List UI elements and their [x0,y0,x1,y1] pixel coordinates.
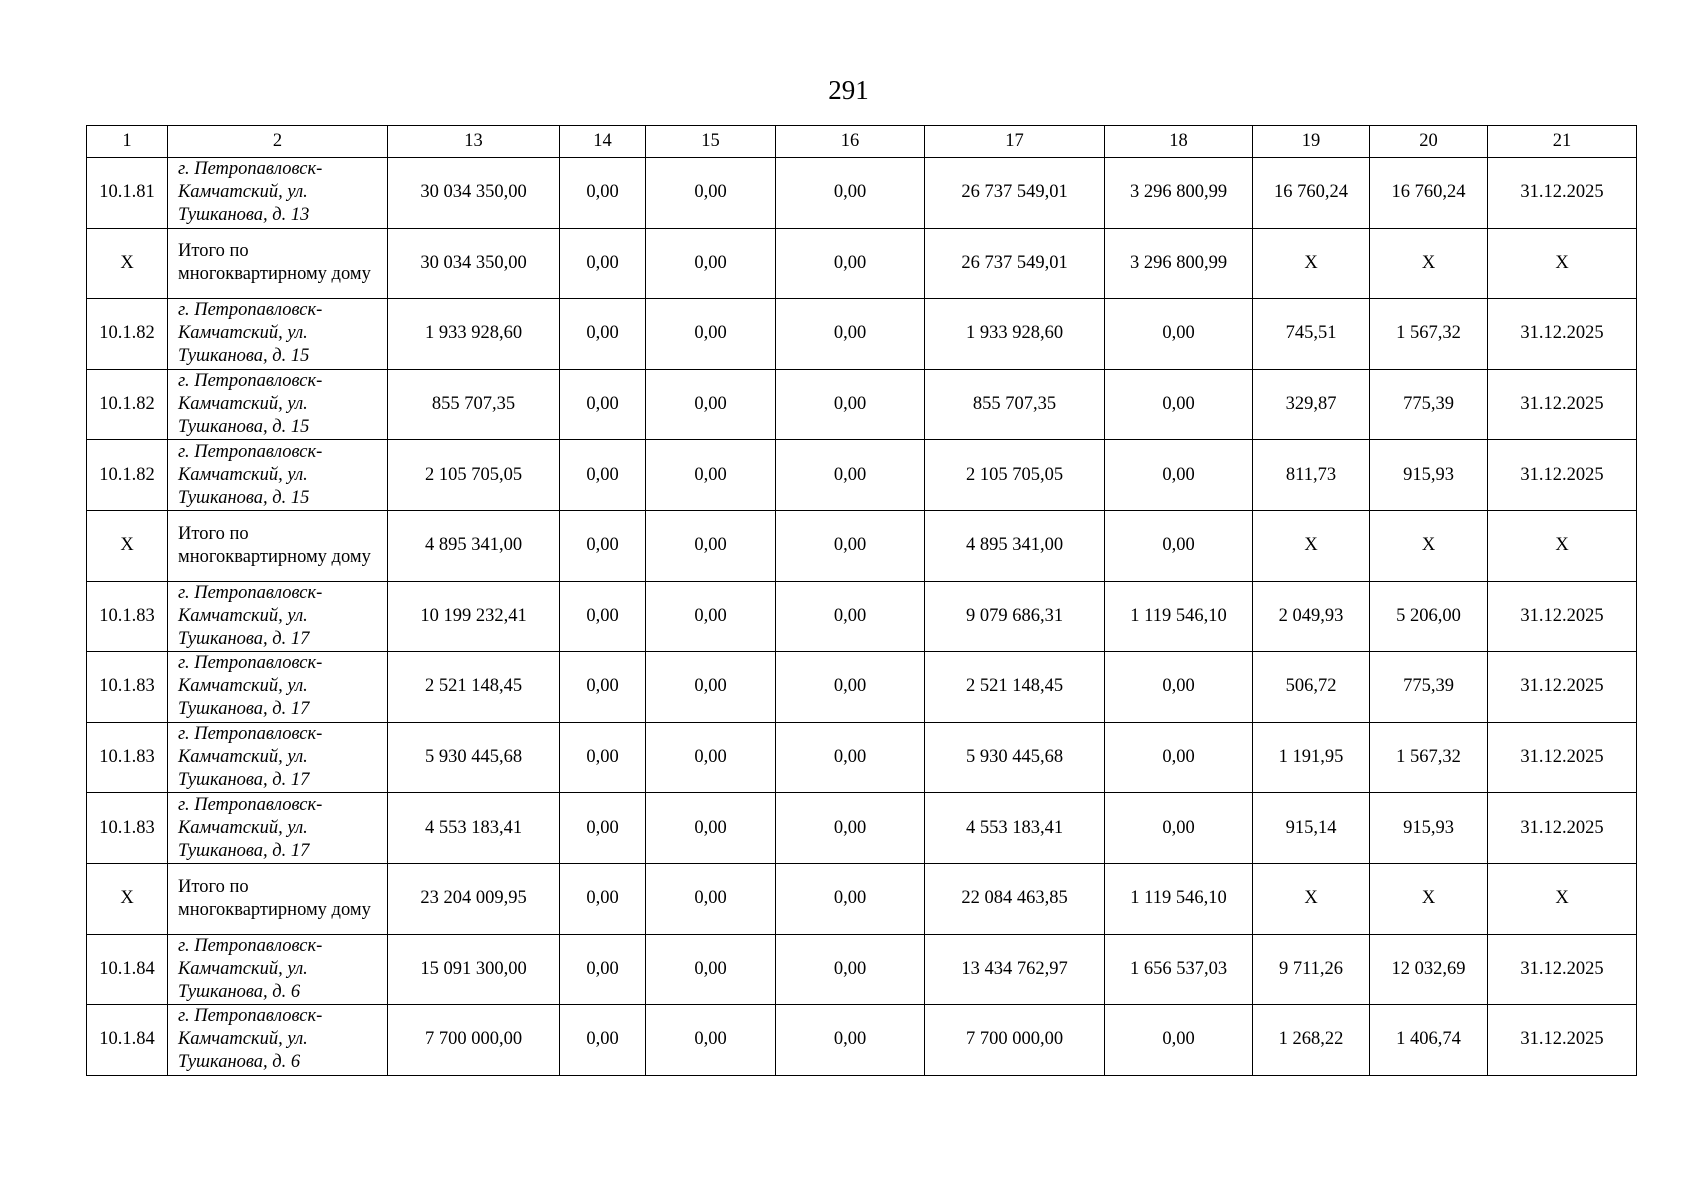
value-cell-c19: 1 191,95 [1253,722,1370,793]
row-code: 10.1.83 [99,817,155,838]
value-cell-c18: 0,00 [1105,440,1253,511]
value-cell-c17: 2 105 705,05 [925,440,1105,511]
address-cell: г. Петропавловск-Камчатский, ул. Тушканова, д. 13 [168,158,388,229]
table-header-row [87,126,1637,158]
value-cell-c19: 329,87 [1253,369,1370,440]
column-header: 1 [87,126,168,158]
value-cell-c16: 0,00 [776,581,925,652]
value-cell-c15: 0,00 [646,369,776,440]
column-header: 2 [168,126,388,158]
value-cell-c18: 0,00 [1105,510,1253,581]
row-code: X [120,888,134,909]
value-cell-c18: 0,00 [1105,793,1253,864]
value-cell-c18: 1 119 546,10 [1105,863,1253,934]
table-row [87,369,1637,440]
value-cell-c20: 775,39 [1370,652,1488,723]
value-cell-c21: X [1488,863,1637,934]
value-cell-c14: 0,00 [560,228,646,299]
value-cell-c21: 31.12.2025 [1488,934,1637,1005]
value-cell-c20: X [1370,863,1488,934]
value-cell-c19: 2 049,93 [1253,581,1370,652]
row-code: 10.1.84 [99,958,155,979]
value-cell-c13: 15 091 300,00 [388,934,560,1005]
row-code-cell [87,158,168,229]
table-row [87,793,1637,864]
row-code: 10.1.82 [99,464,155,485]
value-cell-c20: 915,93 [1370,440,1488,511]
value-cell-c15: 0,00 [646,299,776,370]
row-code: X [120,535,134,556]
row-code-cell [87,299,168,370]
value-cell-c17: 7 700 000,00 [925,1005,1105,1076]
value-cell-c18: 0,00 [1105,722,1253,793]
value-cell-c15: 0,00 [646,722,776,793]
value-cell-c17: 13 434 762,97 [925,934,1105,1005]
value-cell-c16: 0,00 [776,228,925,299]
value-cell-c15: 0,00 [646,581,776,652]
value-cell-c18: 3 296 800,99 [1105,158,1253,229]
value-cell-c16: 0,00 [776,299,925,370]
value-cell-c14: 0,00 [560,158,646,229]
value-cell-c21: 31.12.2025 [1488,722,1637,793]
row-code: 10.1.81 [99,182,155,203]
row-code: 10.1.83 [99,676,155,697]
value-cell-c20: X [1370,228,1488,299]
column-header: 13 [388,126,560,158]
row-code: 10.1.83 [99,605,155,626]
value-cell-c16: 0,00 [776,1005,925,1076]
value-cell-c13: 30 034 350,00 [388,228,560,299]
value-cell-c13: 5 930 445,68 [388,722,560,793]
column-header: 20 [1370,126,1488,158]
table-row [87,863,1637,934]
value-cell-c19: 9 711,26 [1253,934,1370,1005]
value-cell-c14: 0,00 [560,863,646,934]
value-cell-c16: 0,00 [776,369,925,440]
value-cell-c17: 5 930 445,68 [925,722,1105,793]
value-cell-c20: X [1370,510,1488,581]
value-cell-c21: 31.12.2025 [1488,369,1637,440]
value-cell-c15: 0,00 [646,863,776,934]
table-row [87,510,1637,581]
value-cell-c20: 1 567,32 [1370,722,1488,793]
value-cell-c21: 31.12.2025 [1488,652,1637,723]
value-cell-c13: 855 707,35 [388,369,560,440]
value-cell-c20: 1 567,32 [1370,299,1488,370]
value-cell-c14: 0,00 [560,652,646,723]
value-cell-c13: 2 105 705,05 [388,440,560,511]
row-code: 10.1.84 [99,1029,155,1050]
table-row [87,228,1637,299]
value-cell-c21: 31.12.2025 [1488,440,1637,511]
value-cell-c21: 31.12.2025 [1488,581,1637,652]
address-cell: г. Петропавловск-Камчатский, ул. Тушканова, д. 17 [168,793,388,864]
table-body [87,126,1637,1076]
value-cell-c13: 4 895 341,00 [388,510,560,581]
value-cell-c20: 5 206,00 [1370,581,1488,652]
row-code-cell [87,652,168,723]
column-header: 17 [925,126,1105,158]
address-cell: г. Петропавловск-Камчатский, ул. Тушканова, д. 17 [168,722,388,793]
value-cell-c15: 0,00 [646,934,776,1005]
column-header: 21 [1488,126,1637,158]
value-cell-c14: 0,00 [560,299,646,370]
value-cell-c20: 775,39 [1370,369,1488,440]
value-cell-c18: 0,00 [1105,299,1253,370]
value-cell-c16: 0,00 [776,722,925,793]
value-cell-c19: 1 268,22 [1253,1005,1370,1076]
value-cell-c17: 2 521 148,45 [925,652,1105,723]
row-code: 10.1.82 [99,323,155,344]
address-cell: г. Петропавловск-Камчатский, ул. Тушканова, д. 15 [168,440,388,511]
value-cell-c18: 1 656 537,03 [1105,934,1253,1005]
value-cell-c18: 0,00 [1105,1005,1253,1076]
table-row [87,158,1637,229]
value-cell-c15: 0,00 [646,158,776,229]
value-cell-c15: 0,00 [646,510,776,581]
data-table [86,125,1637,1076]
page-number: 291 [828,75,869,105]
total-label-cell: Итого по многоквартирному дому [168,863,388,934]
value-cell-c14: 0,00 [560,510,646,581]
address-cell: г. Петропавловск-Камчатский, ул. Тушканова, д. 6 [168,1005,388,1076]
value-cell-c21: 31.12.2025 [1488,793,1637,864]
value-cell-c13: 1 933 928,60 [388,299,560,370]
value-cell-c20: 1 406,74 [1370,1005,1488,1076]
row-code-cell [87,581,168,652]
value-cell-c18: 1 119 546,10 [1105,581,1253,652]
row-code-cell [87,1005,168,1076]
column-header: 19 [1253,126,1370,158]
value-cell-c14: 0,00 [560,1005,646,1076]
value-cell-c14: 0,00 [560,722,646,793]
value-cell-c18: 0,00 [1105,652,1253,723]
address-cell: г. Петропавловск-Камчатский, ул. Тушканова, д. 17 [168,581,388,652]
value-cell-c13: 30 034 350,00 [388,158,560,229]
value-cell-c13: 10 199 232,41 [388,581,560,652]
value-cell-c15: 0,00 [646,652,776,723]
row-code-cell [87,934,168,1005]
value-cell-c15: 0,00 [646,793,776,864]
value-cell-c21: 31.12.2025 [1488,299,1637,370]
table-row [87,652,1637,723]
value-cell-c16: 0,00 [776,793,925,864]
value-cell-c13: 4 553 183,41 [388,793,560,864]
address-cell: г. Петропавловск-Камчатский, ул. Тушканова, д. 15 [168,299,388,370]
column-header: 14 [560,126,646,158]
value-cell-c18: 3 296 800,99 [1105,228,1253,299]
value-cell-c16: 0,00 [776,158,925,229]
row-code-cell [87,863,168,934]
value-cell-c14: 0,00 [560,934,646,1005]
row-code: 10.1.82 [99,394,155,415]
address-cell: г. Петропавловск-Камчатский, ул. Тушканова, д. 15 [168,369,388,440]
value-cell-c20: 12 032,69 [1370,934,1488,1005]
value-cell-c19: 915,14 [1253,793,1370,864]
value-cell-c15: 0,00 [646,1005,776,1076]
value-cell-c16: 0,00 [776,440,925,511]
value-cell-c19: X [1253,510,1370,581]
value-cell-c14: 0,00 [560,369,646,440]
value-cell-c17: 26 737 549,01 [925,228,1105,299]
value-cell-c17: 4 895 341,00 [925,510,1105,581]
value-cell-c15: 0,00 [646,228,776,299]
row-code-cell [87,722,168,793]
value-cell-c17: 4 553 183,41 [925,793,1105,864]
table-row [87,1005,1637,1076]
value-cell-c17: 9 079 686,31 [925,581,1105,652]
value-cell-c17: 22 084 463,85 [925,863,1105,934]
row-code-cell [87,793,168,864]
value-cell-c15: 0,00 [646,440,776,511]
row-code-cell [87,440,168,511]
value-cell-c21: X [1488,228,1637,299]
value-cell-c16: 0,00 [776,934,925,1005]
value-cell-c21: 31.12.2025 [1488,1005,1637,1076]
value-cell-c14: 0,00 [560,581,646,652]
value-cell-c19: 506,72 [1253,652,1370,723]
value-cell-c19: X [1253,228,1370,299]
value-cell-c21: X [1488,510,1637,581]
value-cell-c13: 23 204 009,95 [388,863,560,934]
total-label-cell: Итого по многоквартирному дому [168,510,388,581]
value-cell-c14: 0,00 [560,440,646,511]
column-header: 15 [646,126,776,158]
value-cell-c13: 7 700 000,00 [388,1005,560,1076]
value-cell-c18: 0,00 [1105,369,1253,440]
value-cell-c20: 915,93 [1370,793,1488,864]
row-code-cell [87,510,168,581]
row-code: X [120,252,134,273]
address-cell: г. Петропавловск-Камчатский, ул. Тушканова, д. 6 [168,934,388,1005]
table-row [87,581,1637,652]
value-cell-c16: 0,00 [776,652,925,723]
value-cell-c20: 16 760,24 [1370,158,1488,229]
value-cell-c19: 16 760,24 [1253,158,1370,229]
table-row [87,299,1637,370]
table-row [87,440,1637,511]
value-cell-c17: 1 933 928,60 [925,299,1105,370]
value-cell-c21: 31.12.2025 [1488,158,1637,229]
total-label-cell: Итого по многоквартирному дому [168,228,388,299]
value-cell-c14: 0,00 [560,793,646,864]
value-cell-c19: X [1253,863,1370,934]
address-cell: г. Петропавловск-Камчатский, ул. Тушканова, д. 17 [168,652,388,723]
value-cell-c13: 2 521 148,45 [388,652,560,723]
value-cell-c19: 745,51 [1253,299,1370,370]
column-header: 18 [1105,126,1253,158]
row-code-cell [87,228,168,299]
table-row [87,722,1637,793]
value-cell-c17: 26 737 549,01 [925,158,1105,229]
column-header: 16 [776,126,925,158]
row-code: 10.1.83 [99,747,155,768]
value-cell-c16: 0,00 [776,863,925,934]
table-row [87,934,1637,1005]
value-cell-c17: 855 707,35 [925,369,1105,440]
value-cell-c16: 0,00 [776,510,925,581]
value-cell-c19: 811,73 [1253,440,1370,511]
row-code-cell [87,369,168,440]
